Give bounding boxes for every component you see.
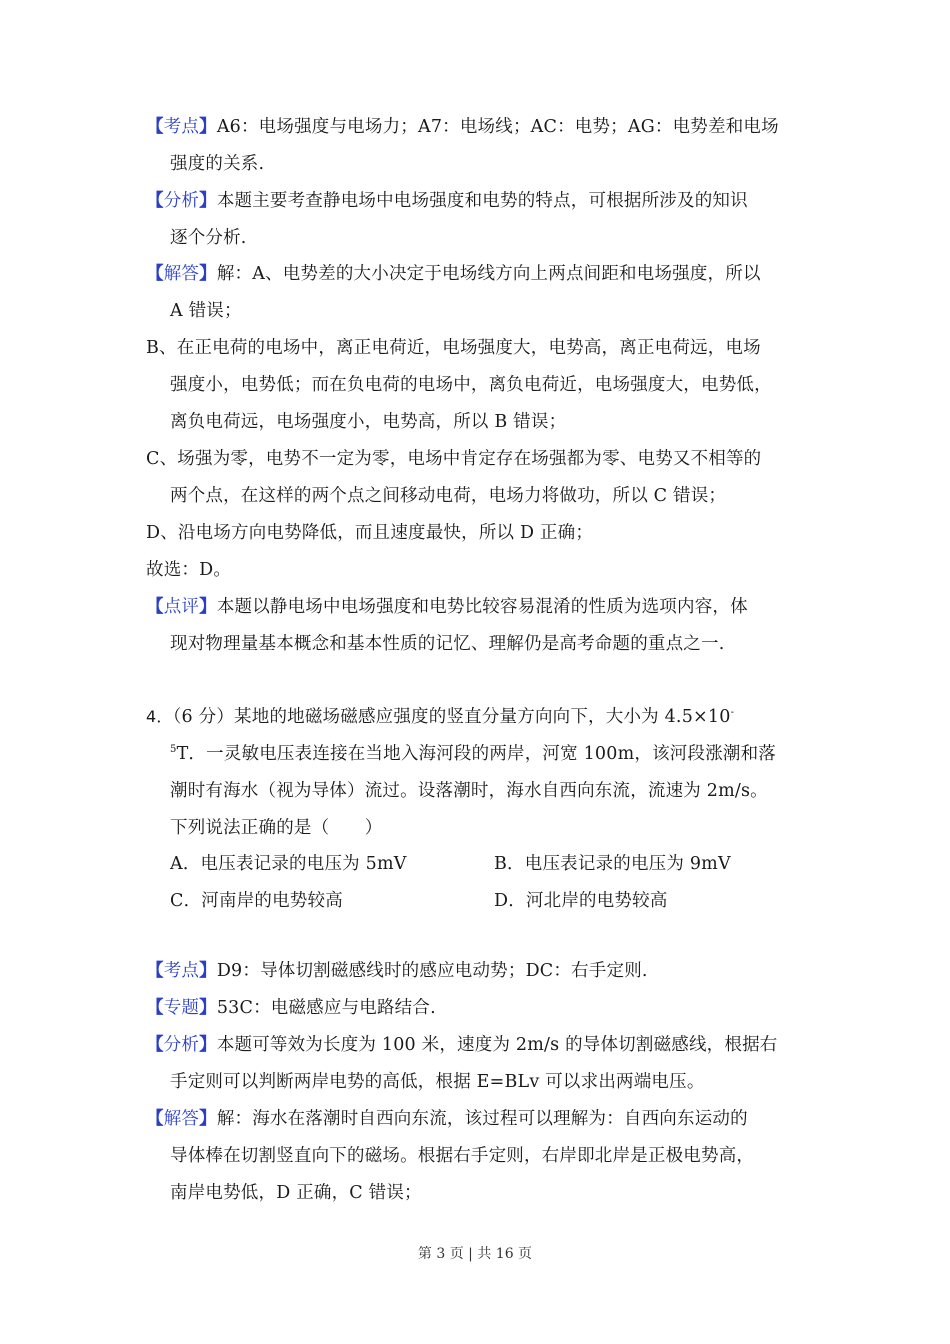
q4-option-a: A．电压表记录的电压为 5mV (170, 854, 407, 874)
dianping-line-1: 【点评】本题以静电场中电场强度和电势比较容易混淆的性质为选项内容，体 (146, 597, 748, 617)
jieda-c-line-2: 两个点，在这样的两个点之间移动电荷，电场力将做功，所以 C 错误； (170, 486, 727, 506)
q4-line-4: 下列说法正确的是（ ） (170, 818, 383, 838)
jieda-choice: 故选：D。 (146, 560, 232, 580)
tag-kaodian: 【考点】 (146, 961, 217, 981)
tag-jieda: 【解答】 (146, 264, 217, 284)
tag-dianping: 【点评】 (146, 597, 217, 617)
fenxi-line-2: 逐个分析. (170, 228, 247, 248)
jieda-d-line-1: D、沿电场方向电势降低，而且速度最快，所以 D 正确； (146, 523, 594, 543)
jieda-line-1: 【解答】解：A、电势差的大小决定于电场线方向上两点间距和电场强度，所以 (146, 264, 761, 284)
jieda-b-line-3: 离负电荷远，电场强度小，电势高，所以 B 错误； (170, 412, 567, 432)
tag-zhuanti: 【专题】 (146, 998, 217, 1018)
jieda-b-line-1: B、在正电荷的电场中，离正电荷近，电场强度大，电势高，离正电荷远，电场 (146, 338, 761, 358)
fenxi-line-1: 【分析】本题主要考查静电场中电场强度和电势的特点，可根据所涉及的知识 (146, 191, 748, 211)
q4-jieda-line-1: 【解答】解：海水在落潮时自西向东流，该过程可以理解为：自西向东运动的 (146, 1109, 748, 1129)
jieda-line-2: A 错误； (170, 301, 242, 321)
page-footer: 第 3 页 | 共 16 页 (417, 1246, 533, 1262)
q4-jieda-line-3: 南岸电势低，D 正确，C 错误； (170, 1183, 422, 1203)
q4-fenxi-line-2: 手定则可以判断两岸电势的高低，根据 E=BLv 可以求出两端电压。 (170, 1072, 705, 1092)
tag-kaodian: 【考点】 (146, 117, 217, 137)
q4-jieda-line-2: 导体棒在切割竖直向下的磁场。根据右手定则，右岸即北岸是正极电势高， (170, 1146, 755, 1166)
q4-zhuanti-line-1: 【专题】53C：电磁感应与电路结合. (146, 998, 436, 1018)
tag-fenxi: 【分析】 (146, 1035, 217, 1055)
q4-fenxi-line-1: 【分析】本题可等效为长度为 100 米，速度为 2m/s 的导体切割磁感线，根据右 (146, 1035, 778, 1055)
jieda-b-line-2: 强度小，电势低；而在负电荷的电场中，离负电荷近，电场强度大，电势低， (170, 375, 772, 395)
dianping-line-2: 现对物理量基本概念和基本性质的记忆、理解仍是高考命题的重点之一. (170, 634, 725, 654)
kaodian-line-1: 【考点】A6：电场强度与电场力；A7：电场线；AC：电势；AG：电势差和电场 (146, 117, 779, 137)
q4-option-b: B．电压表记录的电压为 9mV (494, 854, 731, 874)
q4-line-1: 4．（6 分）某地的地磁场磁感应强度的竖直分量方向向下，大小为 4.5×10- (146, 707, 735, 727)
tag-jieda: 【解答】 (146, 1109, 217, 1129)
q4-line-3: 潮时有海水（视为导体）流过。设落潮时，海水自西向东流，流速为 2m/s。 (170, 781, 768, 801)
jieda-c-line-1: C、场强为零，电势不一定为零，电场中肯定存在场强都为零、电势又不相等的 (146, 449, 762, 469)
kaodian-line-2: 强度的关系. (170, 154, 265, 174)
tag-fenxi: 【分析】 (146, 191, 217, 211)
q4-line-2: $^5$T．一灵敏电压表连接在当地入海河段的两岸，河宽 100m，该河段涨潮和落 (170, 744, 776, 764)
q4-option-c: C．河南岸的电势较高 (170, 891, 343, 911)
q4-option-d: D．河北岸的电势较高 (494, 891, 668, 911)
q4-kaodian-line-1: 【考点】D9：导体切割磁感线时的感应电动势；DC：右手定则. (146, 961, 648, 981)
